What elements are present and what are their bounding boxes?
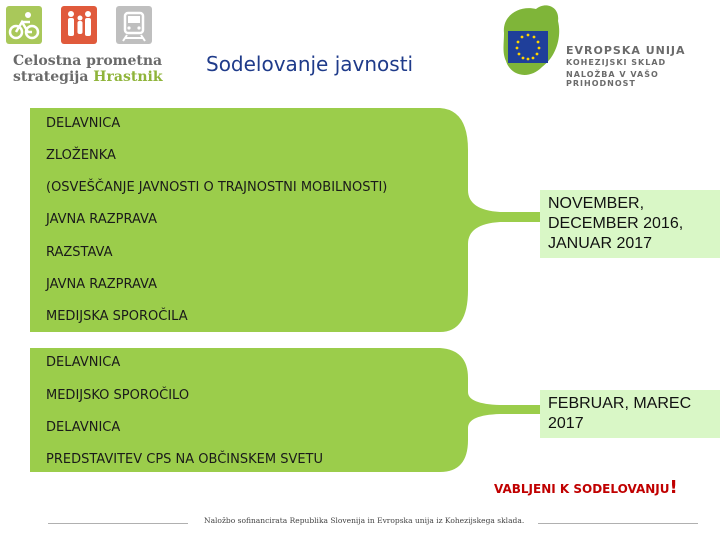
list-item: ZLOŽENKA	[46, 148, 116, 163]
footer-text: Naložbo sofinancirata Republika Slovenija in Evropska unija iz Kohezijskega sklada.	[204, 516, 525, 525]
list-item: DELAVNICA	[46, 420, 121, 435]
list-item: JAVNA RAZPRAVA	[46, 277, 157, 292]
footer-divider-left	[48, 523, 188, 524]
eu-logo-line1: EVROPSKA UNIJA	[566, 44, 686, 57]
page-title: Sodelovanje javnosti	[206, 52, 414, 76]
list-item: DELAVNICA	[46, 116, 121, 131]
date-box-group2: FEBRUAR, MAREC 2017	[540, 390, 720, 438]
list-item: JAVNA RAZPRAVA	[46, 212, 157, 227]
cps-logo-line1: Celostna prometna	[13, 53, 163, 69]
list-item: MEDIJSKA SPOROČILA	[46, 309, 188, 324]
list-item: PREDSTAVITEV CPS NA OBČINSKEM SVETU	[46, 452, 324, 467]
date-box-group1: NOVEMBER, DECEMBER 2016, JANUAR 2017	[540, 190, 720, 258]
cps-logo-line2: strategija Hrastnik	[13, 69, 163, 85]
list-item: (OSVEŠČANJE JAVNOSTI O TRAJNOSTNI MOBILNOSTI)	[46, 180, 388, 195]
list-item: DELAVNICA	[46, 355, 121, 370]
list-item: RAZSTAVA	[46, 245, 113, 260]
eu-logo-line2: KOHEZIJSKI SKLAD	[566, 58, 667, 67]
eu-logo-line3: NALOŽBA V VAŠO PRIHODNOST	[566, 70, 659, 88]
list-item: MEDIJSKO SPOROČILO	[46, 388, 190, 403]
footer-divider-right	[538, 523, 698, 524]
call-to-action: VABLJENI K SODELOVANJU!	[494, 477, 678, 498]
